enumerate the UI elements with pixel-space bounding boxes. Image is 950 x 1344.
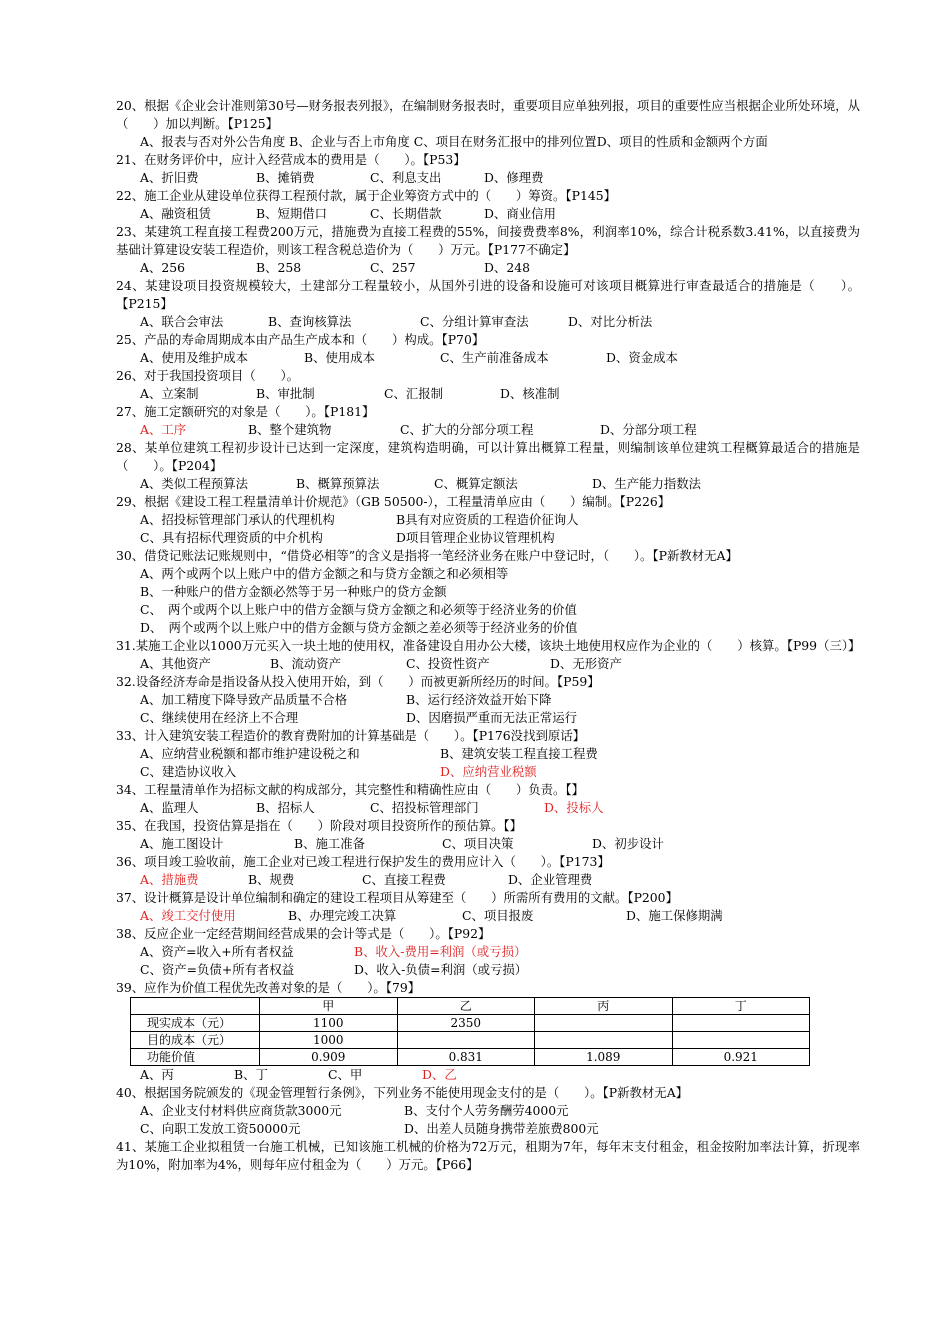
table-cell [672, 1032, 810, 1049]
option: A、联合会审法 [140, 314, 224, 329]
table-cell: 功能价值 [131, 1049, 260, 1066]
question-stem: 22、施工企业从建设单位获得工程预付款，属于企业筹资方式中的（ ）筹资。【P145】 [116, 188, 617, 203]
table-cell [397, 1032, 535, 1049]
option-row [116, 799, 860, 817]
question-stem: 34、工程量清单作为招标文献的构成部分，其完整性和精确性应由（ ）负责。【】 [116, 782, 585, 797]
table-header-cell: 丁 [672, 998, 810, 1015]
option-row [116, 691, 860, 709]
question-stem: 40、根据国务院颁发的《现金管理暂行条例》，下列业务不能使用现金支付的是（ ）。【P新教材无A】 [116, 1085, 689, 1100]
option: A、类似工程预算法 [140, 476, 249, 491]
table-cell: 0.921 [672, 1049, 810, 1066]
option: A、资产=收入+所有者权益 [140, 944, 294, 959]
option: C、建造协议收入 [140, 764, 237, 779]
question-stem: 27、施工定额研究的对象是（ ）。【P181】 [116, 404, 375, 419]
option: B、运行经济效益开始下降 [406, 692, 552, 707]
question-stem: 33、计入建筑安装工程造价的教育费附加的计算基础是（ ）。【P176没找到原话】 [116, 728, 586, 743]
option: C、甲 [328, 1067, 363, 1082]
table-cell: 目的成本（元） [131, 1032, 260, 1049]
option-answer-highlighted: A、工序 [140, 422, 187, 437]
option-row [116, 709, 860, 727]
option-row [116, 619, 860, 637]
option-row [116, 907, 860, 925]
option: C、具有招标代理资质的中介机构 [140, 530, 323, 545]
option-row [116, 475, 860, 493]
option-answer-highlighted: D、应纳营业税额 [440, 764, 537, 779]
option: D、出差人员随身携带差旅费800元 [404, 1121, 599, 1136]
option-row [116, 1066, 860, 1084]
option: B、摊销费 [256, 170, 315, 185]
option: D、因磨损严重而无法正常运行 [406, 710, 578, 725]
option: D、商业信用 [484, 206, 556, 221]
option-row [116, 1102, 860, 1120]
option: C、向职工发放工资50000元 [140, 1121, 301, 1136]
table-cell: 1000 [260, 1032, 398, 1049]
question-stem: 20、根据《企业会计准则第30号—财务报表列报》，在编制财务报表时，重要项目应单独列报，项目的重要性应当根据企业所处环境，从（ ）加以判断。【P125】 [116, 98, 860, 131]
question-stem: 38、反应企业一定经营期间经营成果的会计等式是（ ）。【P92】 [116, 926, 491, 941]
option-row [116, 205, 860, 223]
option-answer-highlighted: D、乙 [422, 1067, 457, 1082]
option: D、 两个或两个以上账户中的借方金额与贷方金额之差必须等于经济业务的价值 [140, 620, 578, 635]
option: A、立案制 [140, 386, 199, 401]
option: C、利息支出 [370, 170, 442, 185]
question-stem: 35、在我国，投资估算是指在（ ）阶段对项目投资所作的预估算。【】 [116, 818, 523, 833]
option: A、使用及维护成本 [140, 350, 249, 365]
option: B、使用成本 [304, 350, 376, 365]
option: D、施工保修期满 [626, 908, 723, 923]
option-row [116, 313, 860, 331]
option: C、汇报制 [384, 386, 444, 401]
option-row [116, 655, 860, 673]
option: A、监理人 [140, 800, 199, 815]
table-cell: 1100 [260, 1015, 398, 1032]
option: A、施工图设计 [140, 836, 224, 851]
option: A、折旧费 [140, 170, 199, 185]
option: A、加工精度下降导致产品质量不合格 [140, 692, 348, 707]
option: A、报表与否对外公告角度 B、企业与否上市角度 C、项目在财务汇报中的排列位置D、项目的性质和金额两个方面 [140, 134, 768, 149]
option: B、办理完竣工决算 [288, 908, 397, 923]
table-cell: 现实成本（元） [131, 1015, 260, 1032]
option-row [116, 961, 860, 979]
option: D项目管理企业协议管理机构 [396, 530, 555, 545]
option: A、丙 [140, 1067, 174, 1082]
table-cell: 0.831 [397, 1049, 535, 1066]
option: B、招标人 [256, 800, 315, 815]
option: D、生产能力指数法 [592, 476, 702, 491]
option-row [116, 1120, 860, 1138]
option: C、资产=负债+所有者权益 [140, 962, 295, 977]
table-header-cell [131, 998, 260, 1015]
option-row [116, 349, 860, 367]
option-row [116, 511, 860, 529]
question-stem: 37、设计概算是设计单位编制和确定的建设工程项目从筹建至（ ）所需所有费用的文献。【P200】 [116, 890, 678, 905]
option: A、两个或两个以上账户中的借方金额之和与贷方金额之和必须相等 [140, 566, 509, 581]
option-row [116, 565, 860, 583]
option: C、项目报废 [462, 908, 534, 923]
option: C、项目决策 [442, 836, 514, 851]
option: D、对比分析法 [568, 314, 653, 329]
question-stem: 25、产品的寿命周期成本由产品生产成本和（ ）构成。【P70】 [116, 332, 485, 347]
option-row [116, 943, 860, 961]
option-row [116, 835, 860, 853]
option: D、资金成本 [606, 350, 678, 365]
table-header-row [131, 998, 810, 1015]
option: C、继续使用在经济上不合理 [140, 710, 299, 725]
option: B、支付个人劳务酬劳4000元 [404, 1103, 569, 1118]
option: A、融资租赁 [140, 206, 211, 221]
option: B、建筑安装工程直接工程费 [440, 746, 598, 761]
table-row [131, 1015, 810, 1032]
table-cell [672, 1015, 810, 1032]
option-row [116, 601, 860, 619]
option: C、扩大的分部分项工程 [400, 422, 534, 437]
option: B、短期借口 [256, 206, 328, 221]
option-row [116, 529, 860, 547]
option: C、257 [370, 260, 416, 275]
option: C、生产前准备成本 [440, 350, 549, 365]
table-cell: 1.089 [535, 1049, 673, 1066]
option: D、企业管理费 [508, 872, 593, 887]
option: D、修理费 [484, 170, 544, 185]
question-stem: 30、借贷记账法记账规则中，“借贷必相等”的含义是指将一笔经济业务在账户中登记时，（ ）。【P新教材无A】 [116, 548, 738, 563]
option: B、审批制 [256, 386, 315, 401]
table-cell: 0.909 [260, 1049, 398, 1066]
option: B、规费 [248, 872, 295, 887]
exam-page [116, 97, 860, 1174]
value-engineering-table [130, 997, 810, 1066]
option: D、核准制 [500, 386, 560, 401]
table-row [131, 1049, 810, 1066]
option: C、概算定额法 [434, 476, 518, 491]
option-row [116, 421, 860, 439]
question-stem: 21、在财务评价中，应计入经营成本的费用是（ ）。【P53】 [116, 152, 466, 167]
option-row [116, 745, 860, 763]
option: C、 两个或两个以上账户中的借方金额与贷方金额之和必须等于经济业务的价值 [140, 602, 577, 617]
option: B、施工准备 [294, 836, 366, 851]
option: B、查询核算法 [268, 314, 352, 329]
option: C、长期借款 [370, 206, 442, 221]
option-row [116, 763, 860, 781]
option: B、258 [256, 260, 302, 275]
table-header-cell: 甲 [260, 998, 398, 1015]
option-answer-highlighted: D、投标人 [544, 800, 604, 815]
question-stem: 24、某建设项目投资规模较大，土建部分工程量较小，从国外引进的设备和设施可对该项目概算进行审查最适合的措施是（ ）。【P215】 [116, 278, 860, 311]
option: A、企业支付材料供应商货款3000元 [140, 1103, 342, 1118]
option: D、无形资产 [550, 656, 622, 671]
question-stem: 28、某单位建筑工程初步设计已达到一定深度，建筑构造明确，可以计算出概算工程量，则编制该单位建筑工程概算最适合的措施是（ ）。【P204】 [116, 440, 860, 473]
question-stem: 31.某施工企业以1000万元买入一块土地的使用权，准备建设自用办公大楼，该块土地使用权应作为企业的（ ）核算。【P99（三）】 [116, 638, 861, 653]
question-stem: 23、某建筑工程直接工程费200万元，措施费为直接工程费的55%，间接费费率8%，利润率10%，综合计税系数3.41%，以直接费为基础计算建设安装工程造价，则该工程含税总造价为（ ）万元。【P177不确定】 [116, 224, 860, 257]
option: D、初步设计 [592, 836, 664, 851]
question-stem: 26、对于我国投资项目（ ）。 [116, 368, 300, 383]
option-row [116, 583, 860, 601]
question-stem: 29、根据《建设工程工程量清单计价规范》（GB 50500-），工程量清单应由（ ）编制。【P226】 [116, 494, 671, 509]
option-row [116, 169, 860, 187]
option: D、248 [484, 260, 530, 275]
table-header-cell: 丙 [535, 998, 673, 1015]
option: B、整个建筑物 [248, 422, 332, 437]
option-row [116, 259, 860, 277]
option: A、其他资产 [140, 656, 211, 671]
option: B、概算预算法 [296, 476, 380, 491]
option: C、投资性资产 [406, 656, 490, 671]
option: A、应纳营业税额和都市维护建设税之和 [140, 746, 360, 761]
table-cell [535, 1032, 673, 1049]
option: C、招投标管理部门 [370, 800, 479, 815]
option-answer-highlighted: A、竣工交付使用 [140, 908, 236, 923]
question-stem: 39、应作为价值工程优先改善对象的是（ ）。【79】 [116, 980, 421, 995]
table-header-cell: 乙 [397, 998, 535, 1015]
option-answer-highlighted: A、措施费 [140, 872, 199, 887]
option: C、分组计算审查法 [420, 314, 529, 329]
option: A、招投标管理部门承认的代理机构 [140, 512, 335, 527]
option-answer-highlighted: B、收入-费用=利润（或亏损） [354, 944, 527, 959]
question-stem: 36、项目竣工验收前，施工企业对已竣工程进行保护发生的费用应计入（ ）。【P173】 [116, 854, 610, 869]
question-stem: 41、某施工企业拟租赁一台施工机械，已知该施工机械的价格为72万元，租期为7年，每年末支付租金，租金按附加率法计算，折现率为10%，附加率为4%，则每年应付租金为（ ）万元。【P66】 [116, 1139, 860, 1172]
table-cell [535, 1015, 673, 1032]
option: A、256 [140, 260, 185, 275]
option: B、丁 [234, 1067, 268, 1082]
table-cell: 2350 [397, 1015, 535, 1032]
option: D、分部分项工程 [600, 422, 697, 437]
option: C、直接工程费 [362, 872, 446, 887]
option: B、流动资产 [270, 656, 342, 671]
table-row [131, 1032, 810, 1049]
option-row [116, 133, 860, 151]
option: D、收入-负债=利润（或亏损） [354, 962, 528, 977]
option: B具有对应资质的工程造价征询人 [396, 512, 579, 527]
question-stem: 32.设备经济寿命是指设备从投入使用开始，到（ ）而被更新所经历的时间。【P59】 [116, 674, 600, 689]
option-row [116, 385, 860, 403]
option-row [116, 871, 860, 889]
option: B、一种账户的借方金额必然等于另一种账户的贷方金额 [140, 584, 447, 599]
